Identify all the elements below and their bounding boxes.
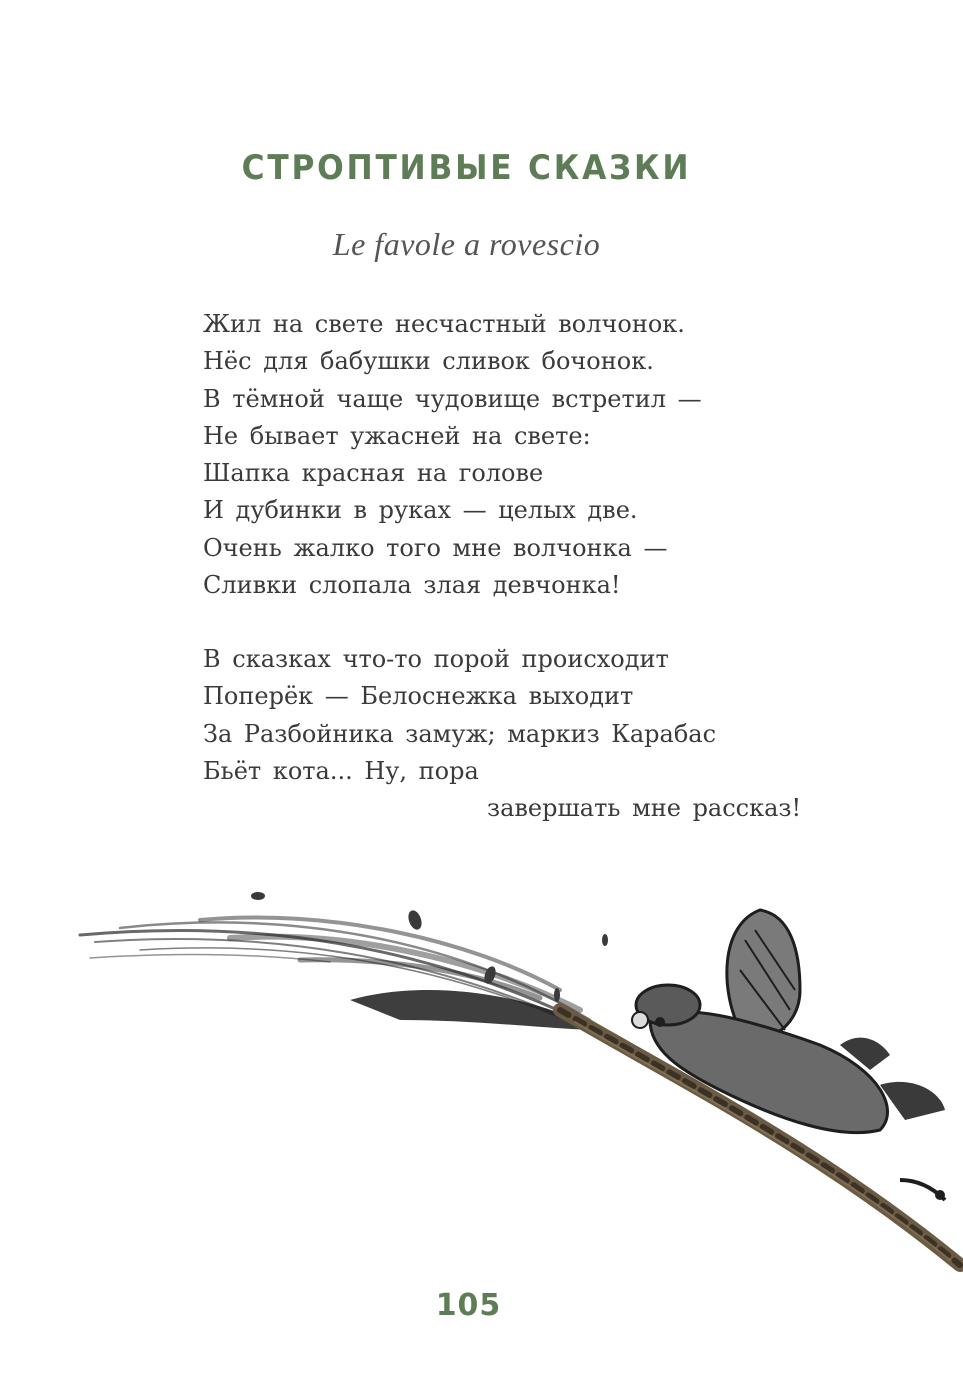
poem-line: И дубинки в руках — целых две. xyxy=(203,496,638,525)
poem-line: В сказках что-то порой происходит xyxy=(203,645,669,673)
page-subtitle: Le favole a rovescio xyxy=(332,226,601,262)
poem-line-indented: завершать мне рассказ! xyxy=(487,794,802,823)
squirrel-figure xyxy=(632,910,945,1200)
poem-line: Шапка красная на голове xyxy=(203,459,544,488)
squirrel-on-branch-illustration xyxy=(0,880,963,1280)
poem-line: Поперёк — Белоснежка выходит xyxy=(203,682,634,711)
poem-stanza-1 xyxy=(203,306,702,604)
poem-line: Очень жалко того мне волчонка — xyxy=(203,533,668,562)
poem-line: Жил на свете несчастный волчонок. xyxy=(203,310,685,338)
page-number: 105 xyxy=(435,1288,502,1323)
poem-line: Бьёт кота... Ну, пора xyxy=(203,756,479,785)
poem-line: За Разбойника замуж; маркиз Карабас xyxy=(203,719,717,748)
poem-line: В тёмной чаще чудовище встретил — xyxy=(203,384,702,413)
poem-line: Не бывает ужасней на свете: xyxy=(203,421,591,450)
poem-line: Сливки слопала злая девчонка! xyxy=(203,571,621,600)
poem-stanza-2 xyxy=(203,641,801,827)
poem-line: Нёс для бабушки сливок бочонок. xyxy=(203,347,654,376)
page-title: СТРОПТИВЫЕ СКАЗКИ xyxy=(241,148,692,188)
